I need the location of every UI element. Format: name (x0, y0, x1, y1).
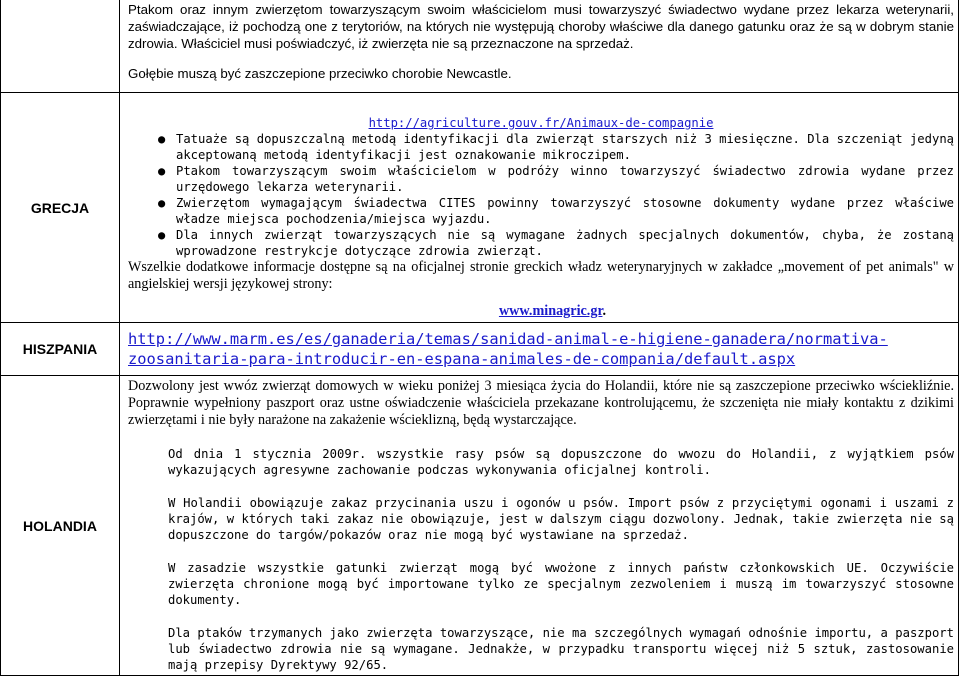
paragraph-birds-certificate: Ptakom oraz innym zwierzętom towarzyszącym swoim właścicielom musi towarzyszyć świadectwo wydane przez lekarza weterynarii, zaświadczające, iż pochodzą one z terytoriów, na których nie występują choroby właściwe dla danego gatunku oraz że są w dobrym stanie zdrowia. Właściciel musi poświadczyć, iż zwierzęta nie są przeznaczone na sprzedaż. (128, 2, 954, 51)
list-item: ● Dla innych zwierząt towarzyszących nie są wymagane żadnych specjalnych dokumentów, chyba, że zostaną wprowadzone restrykcje dotyczące zdrowia zwierząt. (158, 228, 954, 258)
table-row (1, 323, 959, 376)
list-item: ● Tatuaże są dopuszczalną metodą identyfikacji dla zwierząt starszych niż 3 miesięczne. Dla szczeniąt jedyną akceptowaną metodą identyfikacji jest oznakowanie mikroczipem. (158, 132, 954, 162)
grecja-bullet-list (128, 131, 954, 259)
hiszpania-url-link[interactable]: http://www.marm.es/es/ganaderia/temas/sanidad-animal-e-higiene-ganadera/normativa-zoosanitaria-para-introducir-en-espana-animales-de-compania/default.aspx (128, 330, 888, 368)
grecja-content-cell (120, 93, 959, 323)
holandia-intro: Dozwolony jest wwóz zwierząt domowych w wieku poniżej 3 miesiąca życia do Holandii, które nie są zaszczepione przeciwko wściekliźnie. Poprawnie wypełniony paszport oraz ustne oświadczenie właściciela przekazane kontrolującemu, że szczenięta nie miały kontaktu z dzikimi zwierzętami i nie były narażone na zakażenie wścieklizną, będą wystarczające. (128, 378, 954, 428)
table-row (1, 0, 959, 93)
holandia-paragraph-cropping: W Holandii obowiązuje zakaz przycinania uszu i ogonów u psów. Import psów z przyciętymi ogonami i uszami z krajów, w których taki zakaz nie obowiązuje, jest w dalszym ciągu dozwolony. Jednak, takie zwierzęta nie są dopuszczone do targów/pokazów oraz nie mogą być wystawiane na sprzedaż. (168, 496, 954, 542)
country-name-hiszpania: HISZPANIA (1, 323, 120, 376)
list-item: ● Zwierzętom wymagającym świadectwa CITES powinny towarzyszyć stosowne dokumenty wydane przez właściwe władze miejsca pochodzenia/miejsca wyjazdu. (158, 196, 954, 226)
bullet-icon: ● (158, 228, 166, 242)
table-row (1, 93, 959, 323)
grecja-additional-info: Wszelkie dodatkowe informacje dostępne są na oficjalnej stronie greckich władz weterynaryjnych w zakładce „movement of pet animals" w angielskiej wersji językowej strony: (128, 259, 954, 292)
top-content-cell (120, 0, 959, 93)
holandia-paragraph-birds: Dla ptaków trzymanych jako zwierzęta towarzyszące, nie ma szczególnych wymagań odnośnie importu, a paszport lub świadectwo zdrowia nie są wymagane. Jednakże, w przypadku transportu więcej niż 5 sztuk, zastosowanie mają przepisy Dyrektywy 92/65. (168, 626, 954, 672)
grecja-url-link[interactable]: http://agriculture.gouv.fr/Animaux-de-compagnie (368, 116, 714, 130)
country-name-grecja: GRECJA (1, 93, 120, 323)
bullet-icon: ● (158, 132, 166, 146)
bullet-icon: ● (158, 196, 166, 210)
holandia-paragraph-eu-species: W zasadzie wszystkie gatunki zwierząt mogą być wwożone z innych państw członkowskich UE. Oczywiście zwierzęta chronione mogą być importowane tylko ze specjalnym zezwoleniem i muszą im towarzyszyć stosowne dokumenty. (168, 561, 954, 607)
table-row (1, 376, 959, 676)
holandia-paragraph-dogs: Od dnia 1 stycznia 2009r. wszystkie rasy psów są dopuszczone do wwozu do Holandii, z wyjątkiem psów wykazujących agresywne zachowanie podczas wykonywania oficjalnej kontroli. (168, 447, 954, 477)
country-cell-empty (1, 0, 120, 93)
grecja-site-link[interactable]: www.minagric.gr (498, 303, 603, 319)
paragraph-pigeons: Gołębie muszą być zaszczepione przeciwko chorobie Newcastle. (128, 66, 512, 81)
grecja-site: www.minagric.gr. (498, 303, 606, 319)
bullet-icon: ● (158, 164, 166, 178)
holandia-content-cell (120, 376, 959, 676)
hiszpania-content-cell (120, 323, 959, 376)
country-name-holandia: HOLANDIA (1, 376, 120, 676)
list-item: ● Ptakom towarzyszącym swoim właścicielom w podróży winno towarzyszyć świadectwo zdrowia wydane przez urzędowego lekarza weterynarii. (158, 164, 954, 194)
